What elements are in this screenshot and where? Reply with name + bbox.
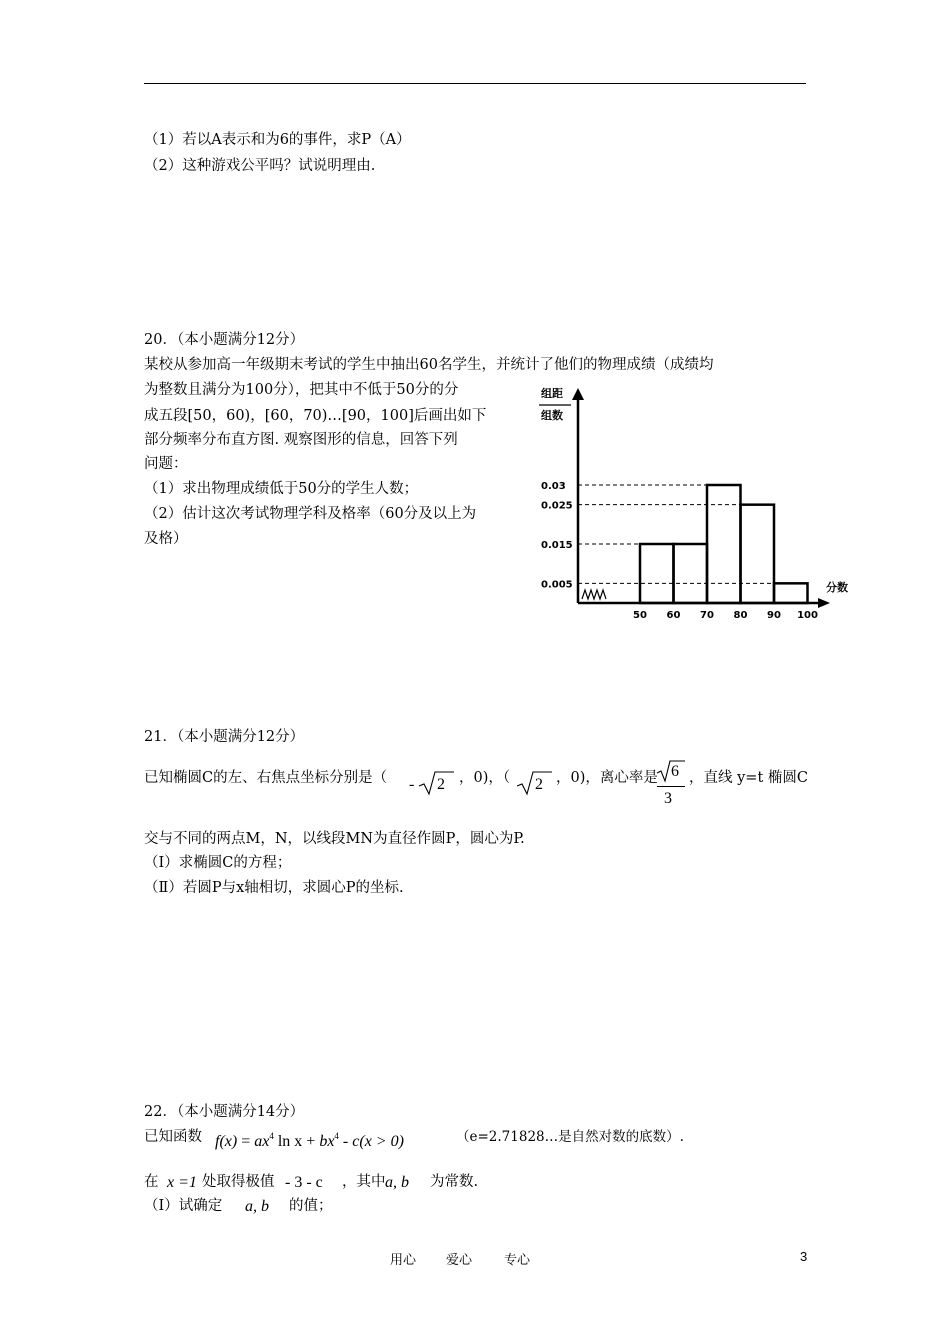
axis-break-zigzag (582, 590, 606, 599)
formula-eq: = (237, 1133, 255, 1150)
q22-ab-1: a, b (385, 1174, 409, 1191)
q20-line3: 成五段[50，60)，[60，70)…[90，100]后画出如下 (144, 408, 487, 424)
formula-condition: (x > 0) (359, 1133, 404, 1150)
q20-line5: 问题： (144, 456, 188, 472)
x-tick-label: 50 (633, 610, 647, 621)
formula-fx: f(x) (215, 1133, 238, 1150)
page-number: 3 (800, 1249, 808, 1264)
q22-line2-d: 为常数. (430, 1174, 479, 1190)
q21-part1: （Ⅰ）求椭圆C的方程； (144, 855, 292, 871)
q21-line2: 交与不同的两点M，N，以线段MN为直径作圆P，圆心为P. (144, 831, 525, 847)
formula-ax: ax (254, 1133, 270, 1150)
q20-line4: 部分频率分布直方图. 观察图形的信息，回答下列 (144, 432, 458, 448)
q22-formula (215, 1131, 404, 1151)
header-rule (144, 83, 806, 84)
histogram-bar (774, 583, 808, 603)
q21-fraction-bar (657, 786, 685, 787)
footer-text-3: 专心 (504, 1253, 531, 1268)
q20-line8: 及格） (144, 531, 188, 547)
q21-part2: （Ⅱ）若圆P与x轴相切，求圆心P的坐标. (144, 880, 404, 896)
q21-line1-d: ，直线 y=t 椭圆C (689, 770, 808, 786)
q22-line1-a: 已知函数 (144, 1129, 202, 1145)
q20-line2: 为整数且满分为100分），把其中不低于50分的分 (144, 382, 459, 398)
q20-line6: （1）求出物理成绩低于50分的学生人数； (144, 481, 419, 497)
x-tick-label: 100 (797, 610, 818, 621)
q21-header: 21．（本小题满分12分） (144, 729, 305, 745)
q19-part1: （1）若以A表示和为6的事件，求P（A） (144, 132, 411, 148)
formula-bx: bx (319, 1133, 335, 1150)
q22-line2-c: ，其中 (342, 1174, 386, 1190)
frequency-histogram (530, 382, 860, 627)
q19-part2: （2）这种游戏公平吗？试说明理由. (144, 158, 376, 174)
q21-line1-a: 已知椭圆C的左、右焦点坐标分别是（ (144, 770, 388, 786)
q21-minus: - (409, 776, 415, 793)
q22-line2-b: 处取得极值 (202, 1174, 275, 1190)
q20-line1: 某校从参加高一年级期末考试的学生中抽出60名学生，并统计了他们的物理成绩（成绩均 (144, 357, 714, 373)
y-tick-label: 0.03 (541, 481, 566, 492)
q21-den3: 3 (664, 790, 672, 807)
formula-ln: ln x + (273, 1133, 320, 1150)
x-tick-label: 90 (767, 610, 781, 621)
q20-header: 20．（本小题满分12分） (144, 332, 305, 348)
q21-line1-b: ，0)，（ (459, 770, 511, 786)
xlabel: 分数 (826, 581, 848, 594)
y-axis-arrow (572, 388, 584, 400)
x-tick-label: 60 (666, 610, 681, 621)
q22-part1-b: 的值； (289, 1198, 333, 1214)
y-tick-label: 0.015 (541, 540, 573, 551)
q21-sqrt2-left: 2 (437, 776, 445, 793)
formula-pow4-a: 4 (269, 1131, 274, 1141)
footer-text-2: 爱心 (446, 1253, 473, 1268)
q22-note: （e=2.71828…是自然对数的底数）. (456, 1129, 684, 1145)
q22-minus3c: - 3 - c (285, 1174, 323, 1191)
histogram-bar (640, 544, 674, 603)
formula-minus-c: - c (338, 1133, 360, 1150)
x-axis-arrow (818, 598, 830, 608)
q22-ab-2: a, b (245, 1198, 269, 1215)
histogram-bar (741, 505, 775, 603)
q22-part1-a: （Ⅰ）试确定 (144, 1198, 223, 1214)
q21-sqrt6: 6 (671, 763, 679, 780)
q22-x-eq-1: x =1 (167, 1174, 197, 1191)
q22-line2-a: 在 (144, 1174, 159, 1190)
bars-group (640, 485, 808, 603)
q20-line7: （2）估计这次考试物理学科及格率（60分及以上为 (144, 506, 477, 522)
x-tick-label: 70 (700, 610, 714, 621)
ylabel-top: 组距 (541, 387, 563, 400)
y-tick-label: 0.025 (541, 500, 573, 512)
gridlines-group (578, 485, 774, 583)
y-tick-label: 0.005 (541, 579, 573, 591)
ylabel-bottom: 组数 (541, 409, 563, 422)
q21-sqrt2-right: 2 (535, 776, 543, 793)
q21-line1-c: ，0)，离心率是 (556, 770, 658, 786)
labels-group (541, 481, 818, 621)
q22-header: 22．（本小题满分14分） (144, 1104, 305, 1120)
histogram-bar (707, 485, 741, 603)
histogram-bar (674, 544, 708, 603)
footer-text-1: 用心 (390, 1253, 417, 1268)
x-tick-label: 80 (733, 610, 748, 621)
formula-pow4-b: 4 (334, 1131, 339, 1141)
